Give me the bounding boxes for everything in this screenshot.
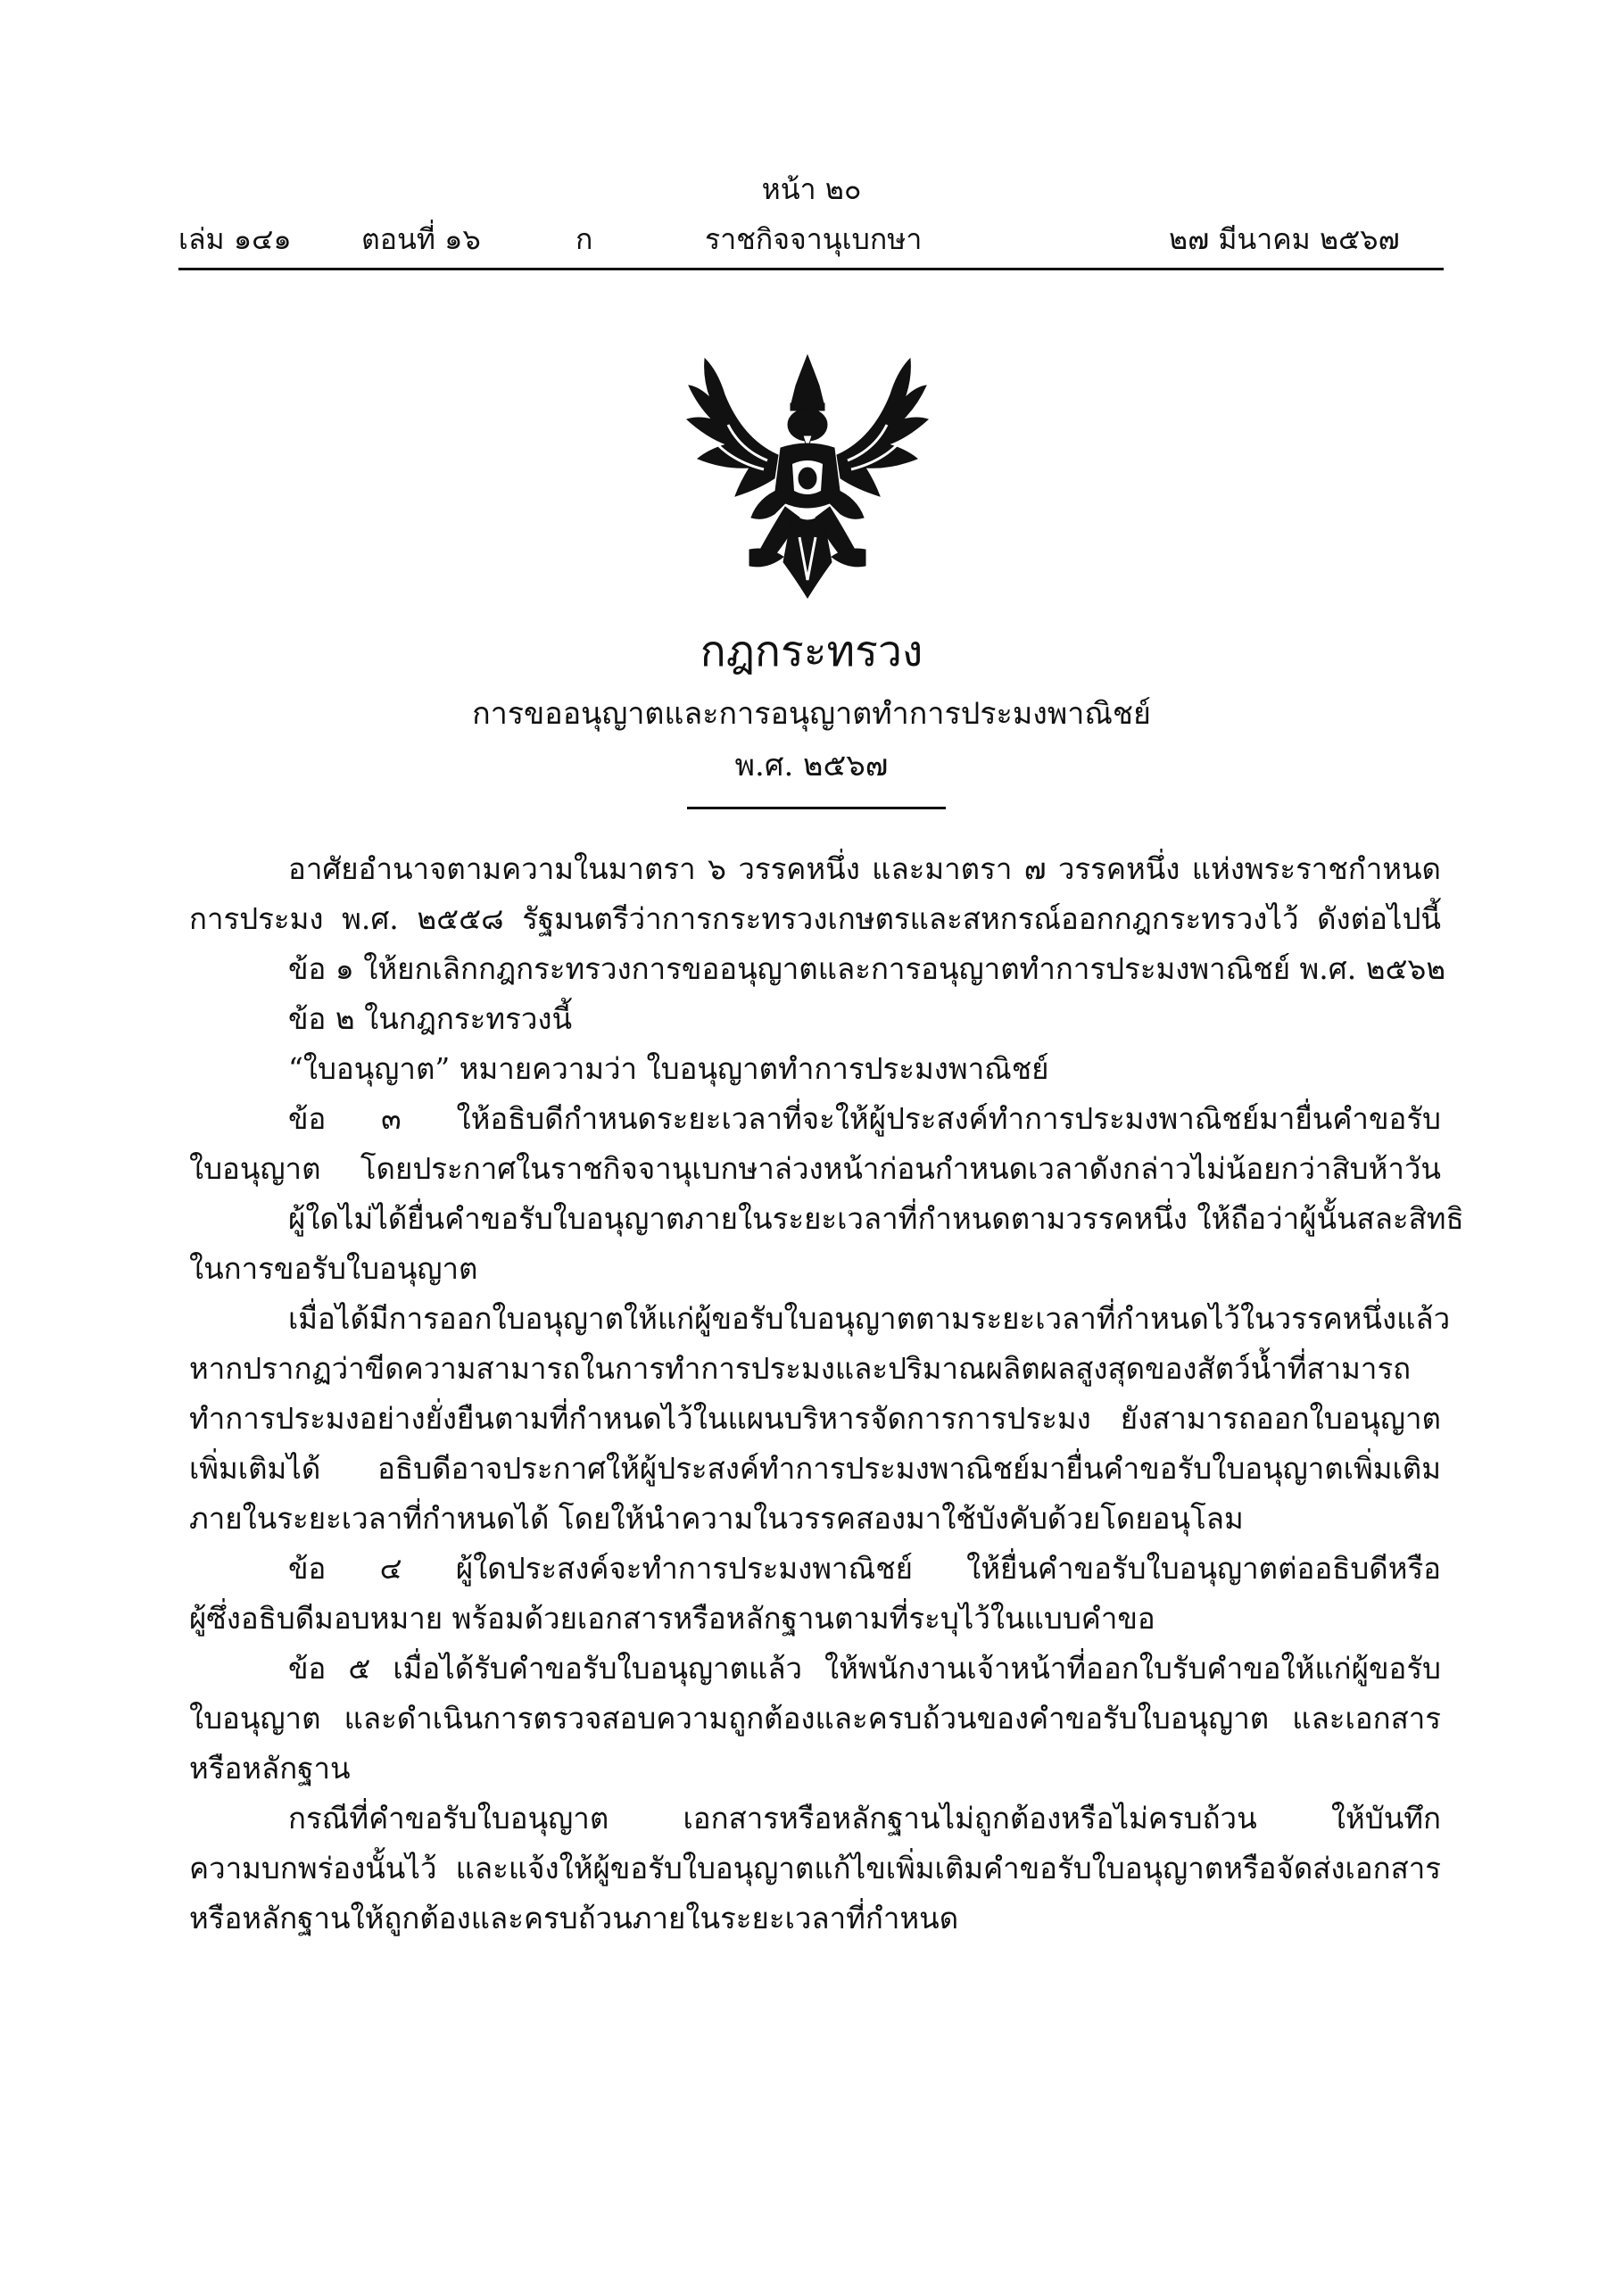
- body-line: ทำการประมงอย่างยั่งยืนตามที่กำหนดไว้ในแผนบริหารจัดการการประมง ยังสามารถออกใบอนุญาต: [189, 1401, 1441, 1436]
- body-line: “ใบอนุญาต” หมายความว่า ใบอนุญาตทำการประมงพาณิชย์: [288, 1051, 1049, 1086]
- body-line: ข้อ ๓ ให้อธิบดีกำหนดระยะเวลาที่จะให้ผู้ประสงค์ทำการประมงพาณิชย์มายื่นคำขอรับ: [288, 1101, 1441, 1136]
- body-line: ใบอนุญาต โดยประกาศในราชกิจจานุเบกษาล่วงหน้าก่อนกำหนดเวลาดังกล่าวไม่น้อยกว่าสิบห้าวัน: [189, 1151, 1441, 1186]
- body-line: ข้อ ๔ ผู้ใดประสงค์จะทำการประมงพาณิชย์ ให้ยื่นคำขอรับใบอนุญาตต่ออธิบดีหรือ: [288, 1551, 1441, 1586]
- document-year: พ.ศ. ๒๕๖๗: [734, 748, 889, 783]
- body-line: เพิ่มเติมได้ อธิบดีอาจประกาศให้ผู้ประสงค์ทำการประมงพาณิชย์มายื่นคำขอรับใบอนุญาตเพิ่มเติม: [189, 1451, 1441, 1486]
- body-line: ภายในระยะเวลาที่กำหนดได้ โดยให้นำความในวรรคสองมาใช้บังคับด้วยโดยอนุโลม: [189, 1501, 1244, 1536]
- body-line: ความบกพร่องนั้นไว้ และแจ้งให้ผู้ขอรับใบอนุญาตแก้ไขเพิ่มเติมคำขอรับใบอนุญาตหรือจัดส่งเอกสาร: [189, 1851, 1441, 1886]
- header-divider: [178, 268, 1444, 270]
- body-line: การประมง พ.ศ. ๒๕๕๘ รัฐมนตรีว่าการกระทรวงเกษตรและสหกรณ์ออกกฎกระทรวงไว้ ดังต่อไปนี้: [189, 901, 1441, 936]
- body-line: ในการขอรับใบอนุญาต: [189, 1251, 478, 1286]
- body-line: หรือหลักฐาน: [189, 1751, 351, 1786]
- body-line: หรือหลักฐานให้ถูกต้องและครบถ้วนภายในระยะเวลาที่กำหนด: [189, 1901, 959, 1935]
- garuda-emblem-icon: [678, 339, 937, 607]
- issue-number: ตอนที่ ๑๖: [361, 222, 481, 256]
- body-line: อาศัยอำนาจตามความในมาตรา ๖ วรรคหนึ่ง และมาตรา ๗ วรรคหนึ่ง แห่งพระราชกำหนด: [288, 851, 1441, 886]
- body-line: กรณีที่คำขอรับใบอนุญาต เอกสารหรือหลักฐานไม่ถูกต้องหรือไม่ครบถ้วน ให้บันทึก: [288, 1801, 1441, 1836]
- section-letter: ก: [576, 222, 593, 256]
- body-line: ข้อ ๒ ในกฎกระทรวงนี้: [288, 1001, 573, 1036]
- body-line: ผู้ใดไม่ได้ยื่นคำขอรับใบอนุญาตภายในระยะเวลาที่กำหนดตามวรรคหนึ่ง ให้ถือว่าผู้นั้นสละสิทธิ: [288, 1201, 1464, 1236]
- body-line: ข้อ ๕ เมื่อได้รับคำขอรับใบอนุญาตแล้ว ให้พนักงานเจ้าหน้าที่ออกใบรับคำขอให้แก่ผู้ขอรับ: [288, 1651, 1441, 1686]
- body-line: ผู้ซึ่งอธิบดีมอบหมาย พร้อมด้วยเอกสารหรือหลักฐานตามที่ระบุไว้ในแบบคำขอ: [189, 1601, 1155, 1636]
- document-type: กฎกระทรวง: [700, 626, 923, 676]
- document-title: การขออนุญาตและการอนุญาตทำการประมงพาณิชย์: [472, 696, 1151, 732]
- volume-number: เล่ม ๑๔๑: [178, 222, 292, 256]
- publication-date: ๒๗ มีนาคม ๒๕๖๗: [1169, 222, 1400, 256]
- gazette-name: ราชกิจจานุเบกษา: [705, 222, 923, 256]
- title-divider: [687, 807, 946, 809]
- body-line: ใบอนุญาต และดำเนินการตรวจสอบความถูกต้องและครบถ้วนของคำขอรับใบอนุญาต และเอกสาร: [189, 1701, 1441, 1736]
- body-line: เมื่อได้มีการออกใบอนุญาตให้แก่ผู้ขอรับใบอนุญาตตามระยะเวลาที่กำหนดไว้ในวรรคหนึ่งแล้ว: [288, 1301, 1451, 1336]
- body-line: ข้อ ๑ ให้ยกเลิกกฎกระทรวงการขออนุญาตและการอนุญาตทำการประมงพาณิชย์ พ.ศ. ๒๕๖๒: [288, 951, 1446, 986]
- page-number: หน้า ๒๐: [761, 172, 862, 206]
- body-line: หากปรากฏว่าขีดความสามารถในการทำการประมงและปริมาณผลิตผลสูงสุดของสัตว์น้ำที่สามารถ: [189, 1351, 1412, 1386]
